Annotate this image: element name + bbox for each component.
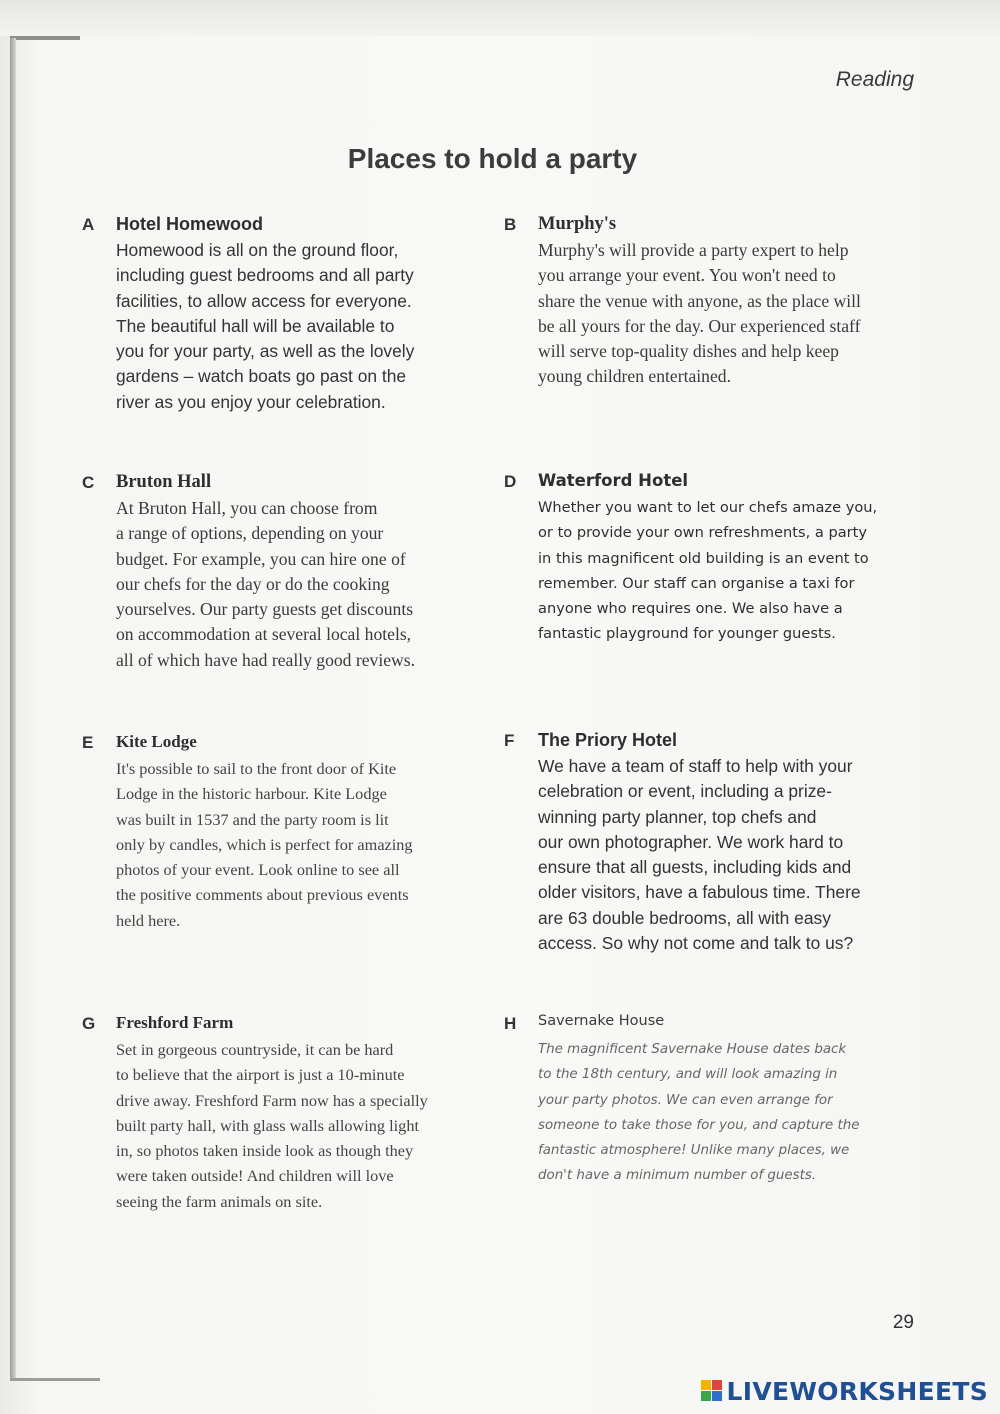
entry-letter: F	[504, 731, 515, 750]
entry-title: Murphy's	[538, 214, 617, 234]
entry-e	[82, 732, 492, 932]
entry-text: We have a team of staff to help with your celebration or event, including a prize- winning party planner, top chefs and our own photographer. We work hard to ensure that all guests, including kids and older visitors, have a fabulous time. There are 63 double bedrooms, all with easy access. So why not come and talk to us?	[538, 756, 861, 954]
entry-letter: C	[82, 473, 95, 492]
entry-letter: E	[82, 733, 94, 752]
entry-text: Whether you want to let our chefs amaze you, or to provide your own refreshments, a party in this magnificent old building is an event to remember. Our staff can organise a taxi for anyone who requires one. We also have a fantastic playground for younger guests.	[538, 499, 878, 643]
entry-text: Set in gorgeous countryside, it can be hard to believe that the airport is just a 10-minute drive away. Freshford Farm now has a specially built party hall, with glass walls allowing light in, so photos taken inside look as though they were taken outside! And children will love seeing the farm animals on site.	[116, 1040, 428, 1211]
entry-title: Kite Lodge	[116, 732, 197, 751]
scan-shadow	[0, 0, 1000, 36]
entry-letter: G	[82, 1014, 96, 1033]
liveworksheets-logo-icon	[701, 1380, 723, 1402]
binding-edge	[10, 38, 16, 1378]
entry-letter: A	[82, 215, 95, 234]
section-label: Reading	[835, 68, 914, 91]
binding-edge-bottom	[10, 1378, 100, 1381]
binding-edge-top	[10, 36, 80, 40]
entry-d	[504, 471, 924, 651]
entry-title: Waterford Hotel	[538, 471, 689, 490]
entry-letter: H	[504, 1014, 517, 1033]
page-number: 29	[892, 1312, 914, 1333]
entry-text: Homewood is all on the ground floor, including guest bedrooms and all party facilities, to allow access for everyone. The beautiful hall will be available to you for your party, as well as the lovely gardens – watch boats go past on the river as you enjoy your celebration.	[116, 240, 415, 412]
entry-f	[504, 730, 924, 960]
entry-text: At Bruton Hall, you can choose from a range of options, depending on your budget. For example, you can hire one of our chefs for the day or do the cooking yourselves. Our party guests get discounts on accommodation at several local hotels, all of which have had really good reviews.	[116, 498, 415, 670]
entry-text: The magnificent Savernake House dates back to the 18th century, and will look amazing in your party photos. We can even arrange for someone to take those for you, and capture the fantastic atmosphere! Unlike many places, we don't have a minimum number of guests.	[538, 1042, 860, 1184]
liveworksheets-brand[interactable]	[701, 1376, 988, 1406]
entry-a	[82, 214, 482, 414]
entry-b	[504, 214, 924, 394]
entry-title: Bruton Hall	[116, 472, 212, 492]
page-title: Places to hold a party	[347, 143, 638, 174]
entry-title: The Priory Hotel	[538, 730, 678, 750]
entry-letter: B	[504, 215, 517, 234]
entry-c	[82, 472, 492, 672]
brand-name: LIVEWORKSHEETS	[726, 1376, 988, 1406]
entry-g	[82, 1013, 502, 1213]
entry-text: Murphy's will provide a party expert to help you arrange your event. You won't need to share the venue with anyone, as the place will be all yours for the day. Our experienced staff will serve top-quality dishes and help keep young children entertained.	[538, 240, 861, 387]
entry-h	[504, 1013, 924, 1193]
entry-title: Freshford Farm	[116, 1013, 234, 1032]
entry-letter: D	[504, 472, 517, 491]
entry-text: It's possible to sail to the front door of Kite Lodge in the historic harbour. Kite Lodge was built in 1537 and the party room is lit only by candles, which is perfect for amazing photos of your event. Look online to see all the positive comments about previous events held here.	[116, 759, 413, 930]
entry-title: Hotel Homewood	[116, 214, 263, 234]
entry-title: Savernake House	[538, 1013, 665, 1029]
